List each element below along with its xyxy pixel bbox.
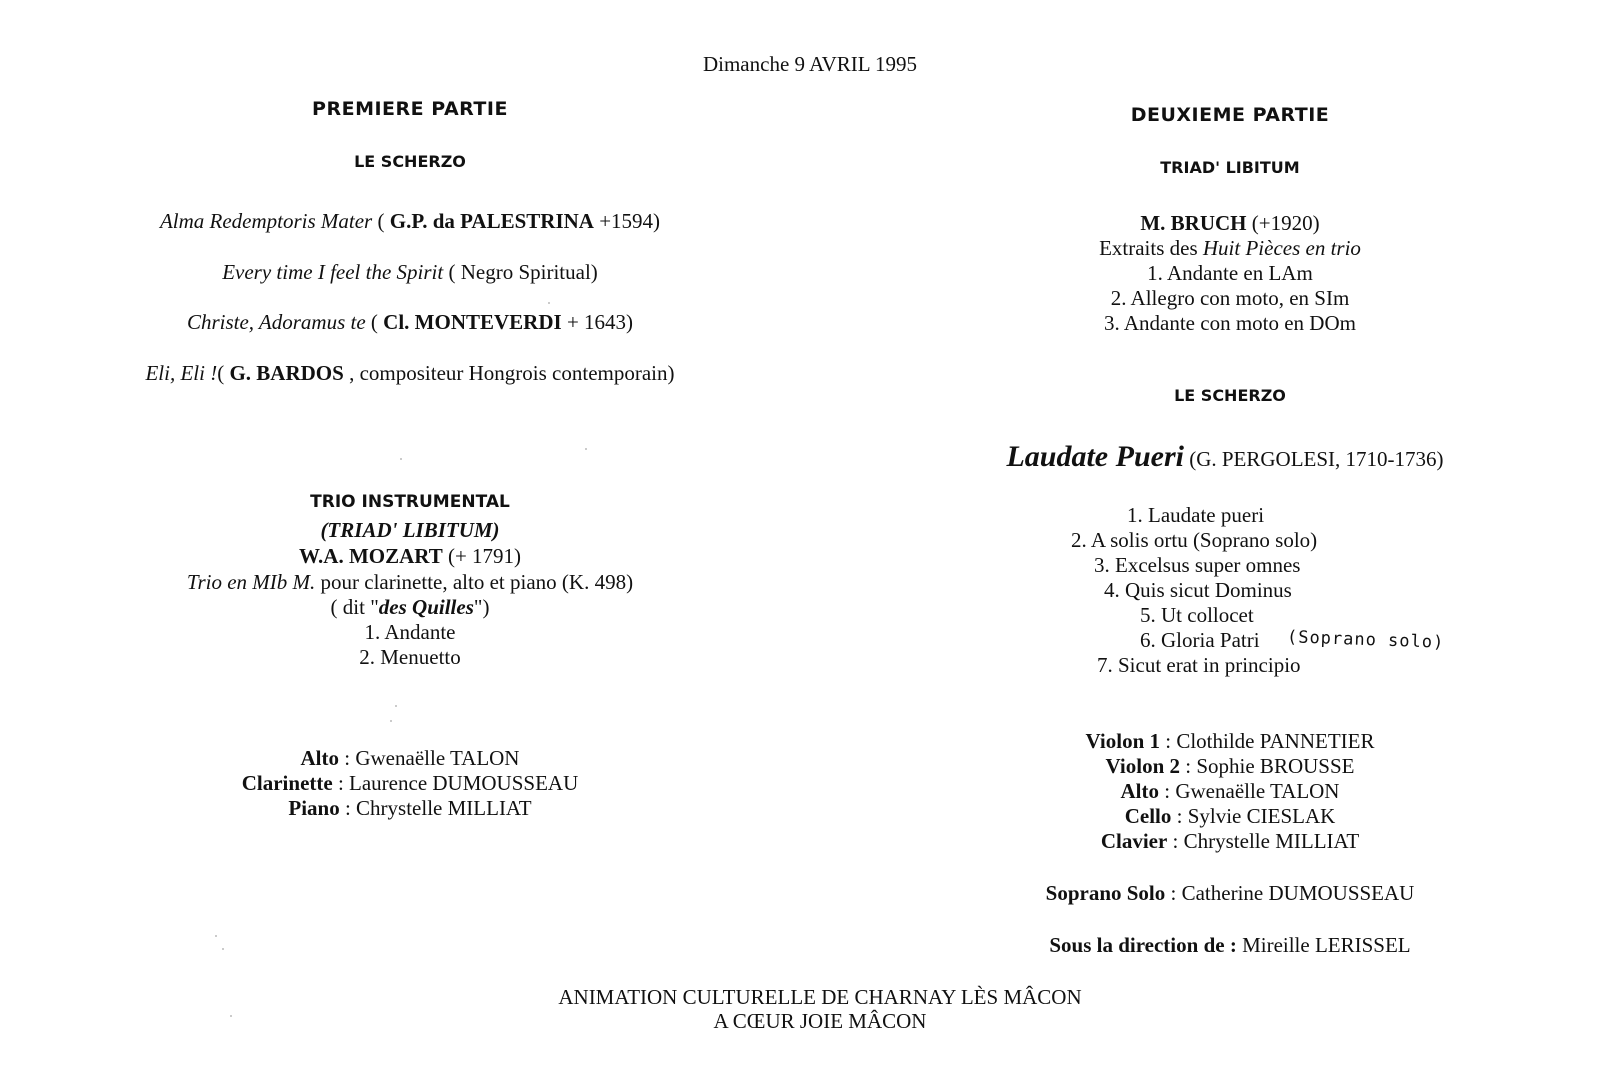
scan-speck [230, 1015, 232, 1017]
bruch-movement: 2. Allegro con moto, en SIm [1110, 286, 1350, 310]
performer-line: Cello : Sylvie CIESLAK [1124, 804, 1336, 828]
pergolesi-movement: 4. Quis sicut Dominus [1104, 578, 1292, 602]
first-part-choir: LE SCHERZO [354, 152, 466, 171]
bruch-movement: 1. Andante en LAm [1147, 261, 1313, 285]
bruch-movement: 3. Andante con moto en DOm [1104, 311, 1356, 335]
second-part-ensemble: TRIAD' LIBITUM [1160, 158, 1300, 177]
performer-line: Alto : Gwenaëlle TALON [1120, 779, 1340, 803]
footer-choir: A CŒUR JOIE MÂCON [713, 1009, 927, 1033]
trio-movement: 1. Andante [364, 620, 456, 644]
bruch-extracts: Extraits des Huit Pièces en trio [1099, 236, 1361, 260]
trio-ensemble: (TRIAD' LIBITUM) [320, 518, 500, 542]
performer-line: Violon 1 : Clothilde PANNETIER [1085, 729, 1375, 753]
scan-speck [215, 935, 217, 937]
soloist-line: Soprano Solo : Catherine DUMOUSSEAU [1045, 881, 1415, 905]
footer-organizer: ANIMATION CULTURELLE DE CHARNAY LÈS MÂCON [558, 985, 1082, 1009]
program-date: Dimanche 9 AVRIL 1995 [702, 52, 918, 76]
director-line: Sous la direction de : Mireille LERISSEL [1049, 933, 1411, 957]
bruch-composer: M. BRUCH (+1920) [1140, 211, 1320, 235]
piece-palestrina: Alma Redemptoris Mater ( G.P. da PALESTRINA +1594) [159, 209, 661, 233]
handwritten-annotation: (Soprano solo) [1286, 627, 1445, 653]
trio-movement: 2. Menuetto [359, 645, 461, 669]
trio-composer: W.A. MOZART (+ 1791) [298, 544, 522, 568]
main-work-title: Laudate Pueri (G. PERGOLESI, 1710-1736) [1006, 440, 1444, 473]
scan-speck [390, 720, 392, 722]
performer-line: Violon 2 : Sophie BROUSSE [1105, 754, 1355, 778]
scan-speck [395, 705, 397, 707]
trio-heading: TRIO INSTRUMENTAL [310, 492, 510, 512]
scan-speck [400, 458, 402, 460]
first-part-heading: PREMIERE PARTIE [312, 98, 508, 120]
piece-monteverdi: Christe, Adoramus te ( Cl. MONTEVERDI + 1643) [186, 310, 634, 334]
scan-speck [548, 302, 550, 304]
performer-line: Clarinette : Laurence DUMOUSSEAU [241, 771, 579, 795]
pergolesi-movement: 1. Laudate pueri [1127, 503, 1265, 527]
pergolesi-movement: 3. Excelsus super omnes [1094, 553, 1301, 577]
second-part-choir: LE SCHERZO [1174, 386, 1286, 405]
performer-line: Piano : Chrystelle MILLIAT [288, 796, 532, 820]
scan-speck [222, 948, 224, 950]
scan-speck [585, 448, 587, 450]
performer-line: Clavier : Chrystelle MILLIAT [1100, 829, 1360, 853]
pergolesi-movement: 7. Sicut erat in principio [1097, 653, 1301, 677]
trio-nickname: ( dit "des Quilles") [330, 595, 490, 619]
performer-line: Alto : Gwenaëlle TALON [300, 746, 520, 770]
pergolesi-movement: 2. A solis ortu (Soprano solo) [1071, 528, 1318, 552]
piece-bardos: Eli, Eli !( G. BARDOS , compositeur Hongrois contemporain) [145, 361, 675, 385]
pergolesi-movement: 6. Gloria Patri [1140, 628, 1260, 652]
second-part-heading: DEUXIEME PARTIE [1130, 104, 1330, 126]
trio-work: Trio en MIb M. pour clarinette, alto et piano (K. 498) [186, 570, 634, 594]
piece-spiritual: Every time I feel the Spirit ( Negro Spiritual) [222, 260, 598, 284]
pergolesi-movement: 5. Ut collocet [1140, 603, 1254, 627]
